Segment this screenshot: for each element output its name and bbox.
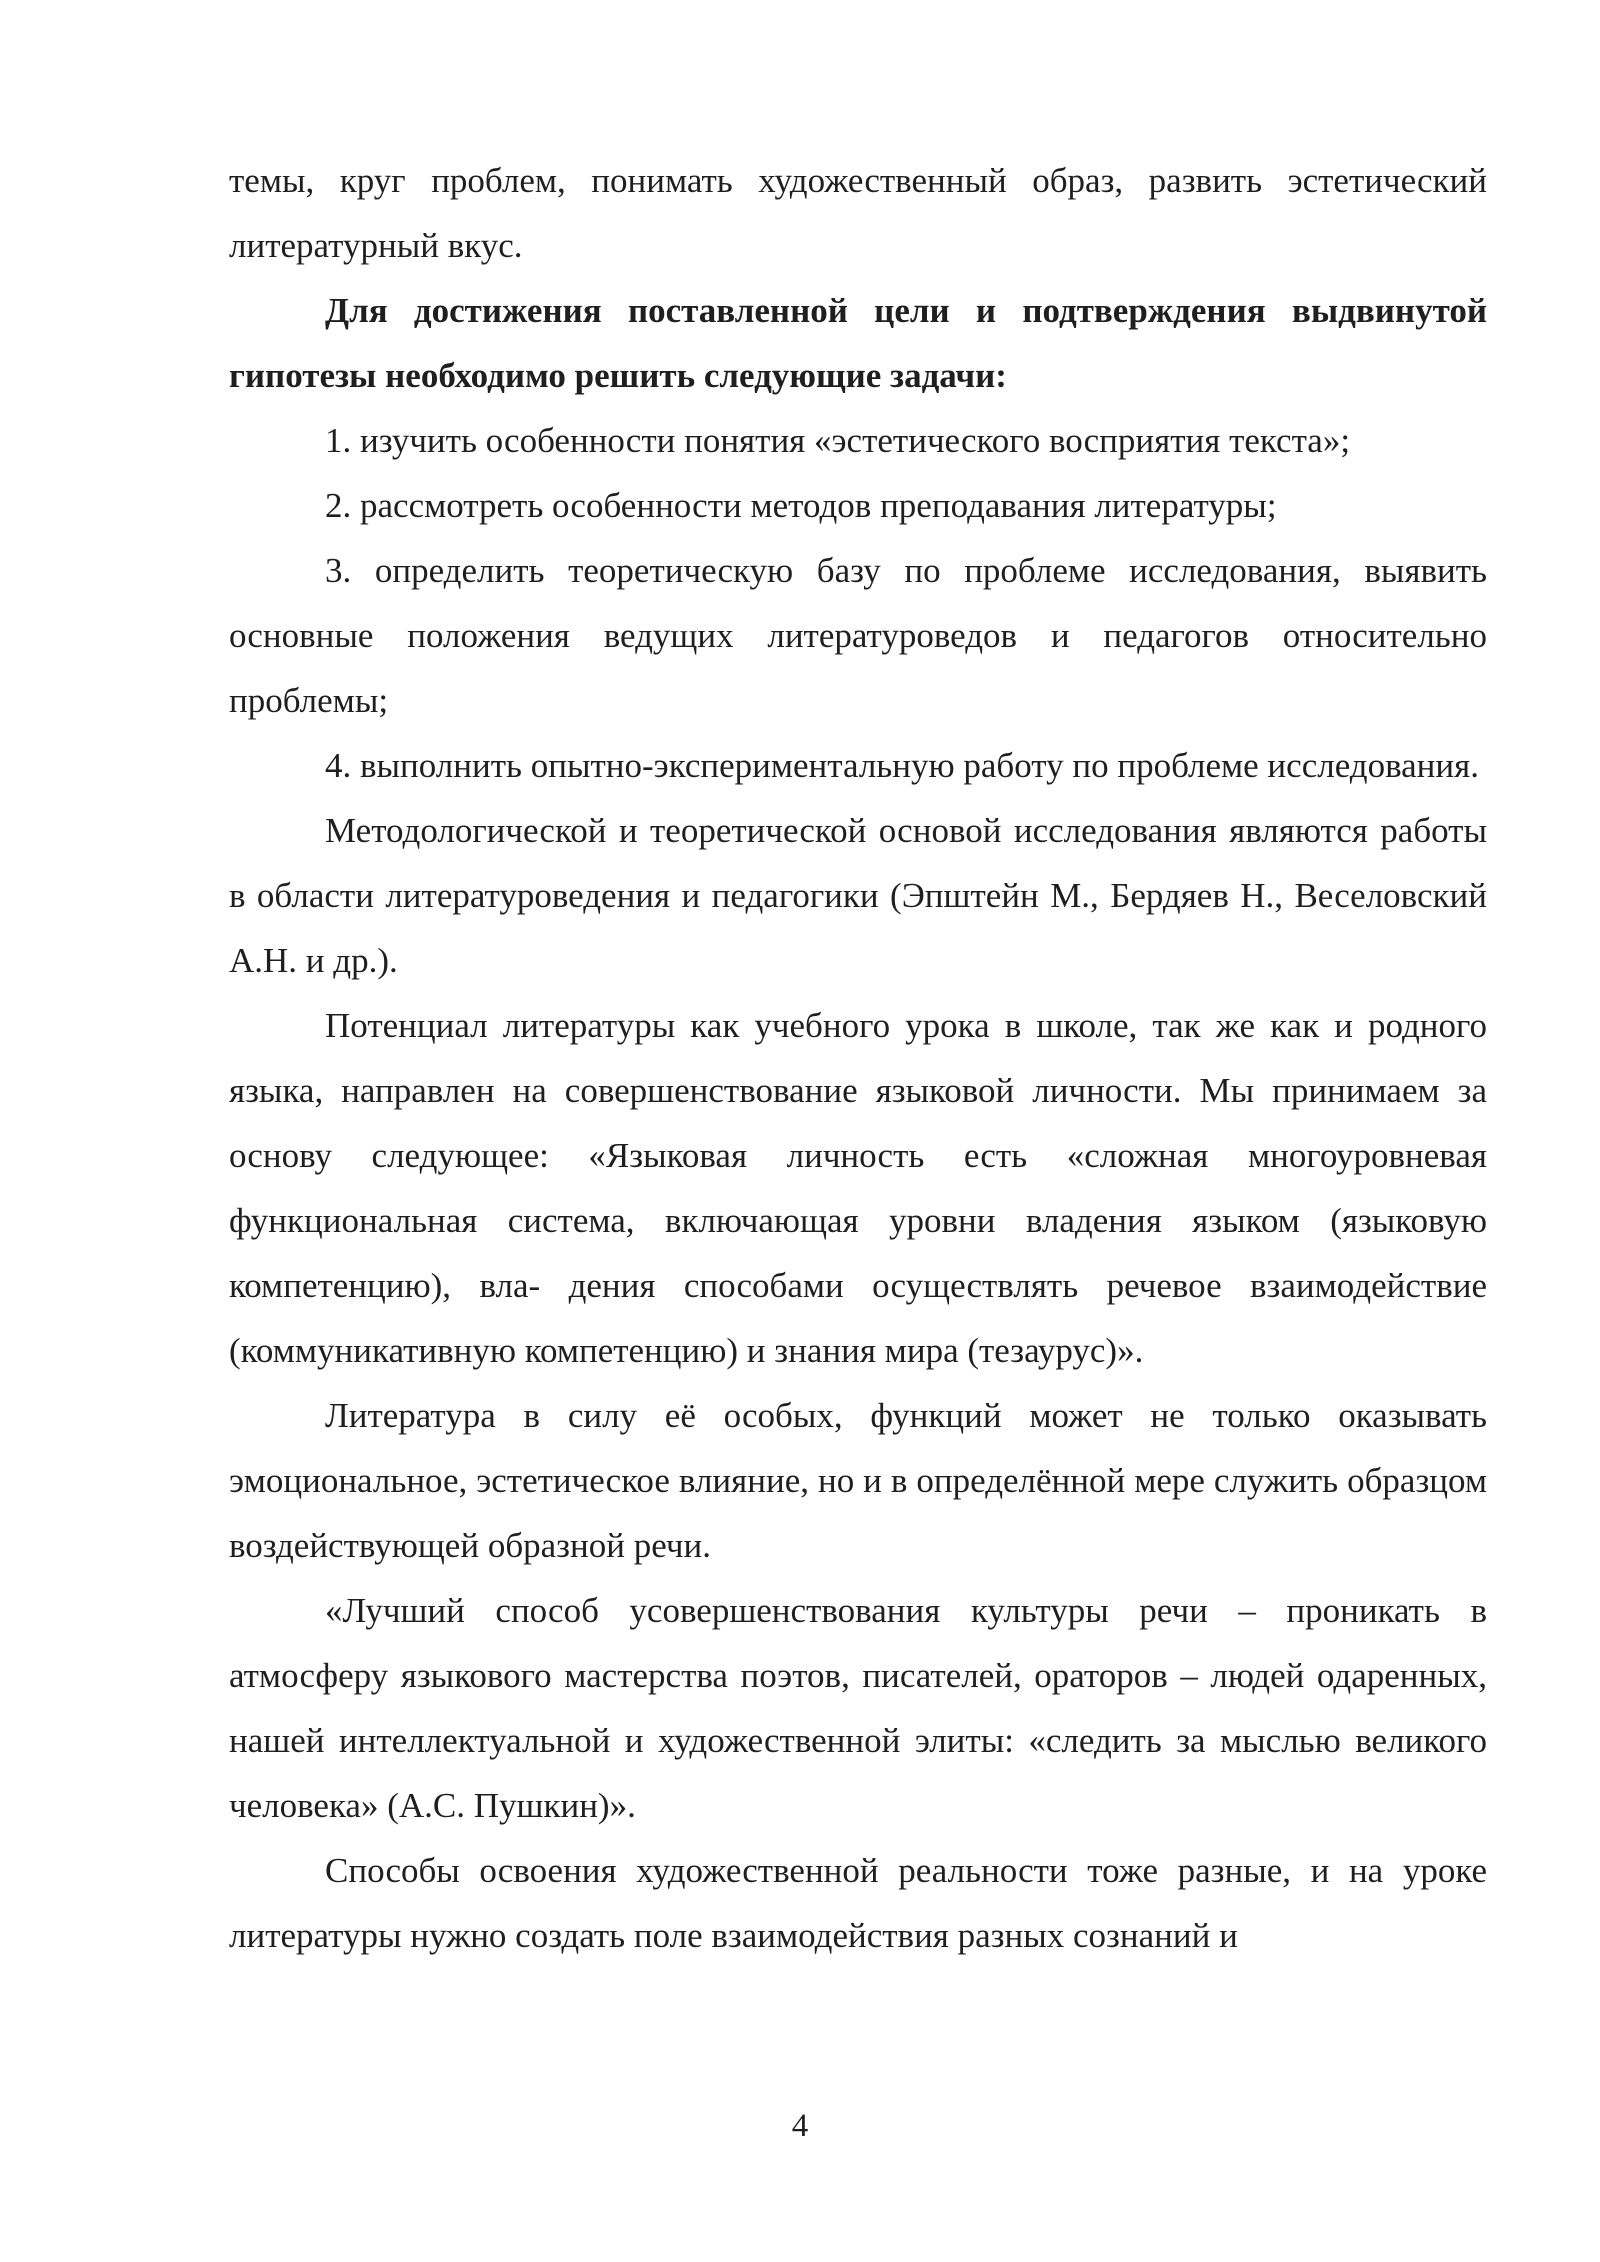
paragraph-continuation: темы, круг проблем, понимать художественный образ, развить эстетический литературный вкус. bbox=[229, 161, 1487, 265]
paragraph-methods-of-mastery: Способы освоения художественной реальности тоже разные, и на уроке литературы нужно создать поле взаимодействия разных сознаний и bbox=[229, 1851, 1487, 1955]
paragraph-literature-influence: Литература в силу её особых, функций может не только оказывать эмоциональное, эстетическое влияние, но и в определённой мере служить образцом воздействующей образной речи. bbox=[229, 1396, 1487, 1565]
list-item-task-3: 3. определить теоретическую базу по проблеме исследования, выявить основные положения ведущих литературоведов и педагогов относительно проблемы; bbox=[229, 551, 1487, 720]
list-item-task-1: 1. изучить особенности понятия «эстетического восприятия текста»; bbox=[325, 421, 1351, 460]
list-item-task-4: 4. выполнить опытно-экспериментальную работу по проблеме исследования. bbox=[325, 746, 1479, 785]
list-item-task-2: 2. рассмотреть особенности методов преподавания литературы; bbox=[325, 486, 1277, 525]
paragraph-methodology: Методологической и теоретической основой исследования являются работы в области литературоведения и педагогики (Эпштейн М., Бердяев Н., Веселовский А.Н. и др.). bbox=[229, 811, 1487, 980]
page-number: 4 bbox=[791, 2108, 809, 2144]
paragraph-tasks-heading: Для достижения поставленной цели и подтверждения выдвинутой гипотезы необходимо решить следующие задачи: bbox=[229, 291, 1487, 395]
paragraph-potential: Потенциал литературы как учебного урока в школе, так же как и родного языка, направлен на совершенствование языковой личности. Мы принимаем за основу следующее: «Языковая личность есть «сложная многоуровневая функциональная система, включающая уровни владения языком (языковую компетенцию), вла- дения способами осуществлять речевое взаимодействие (коммуникативную компетенцию) и знания мира (тезаурус)». bbox=[229, 1006, 1487, 1370]
body-text bbox=[229, 148, 1487, 1968]
paragraph-quote-pushkin: «Лучший способ усовершенствования культуры речи – проникать в атмосферу языкового мастерства поэтов, писателей, ораторов – людей одаренных, нашей интеллектуальной и художественной элиты: «следить за мыслью великого человека» (А.С. Пушкин)». bbox=[229, 1591, 1487, 1825]
